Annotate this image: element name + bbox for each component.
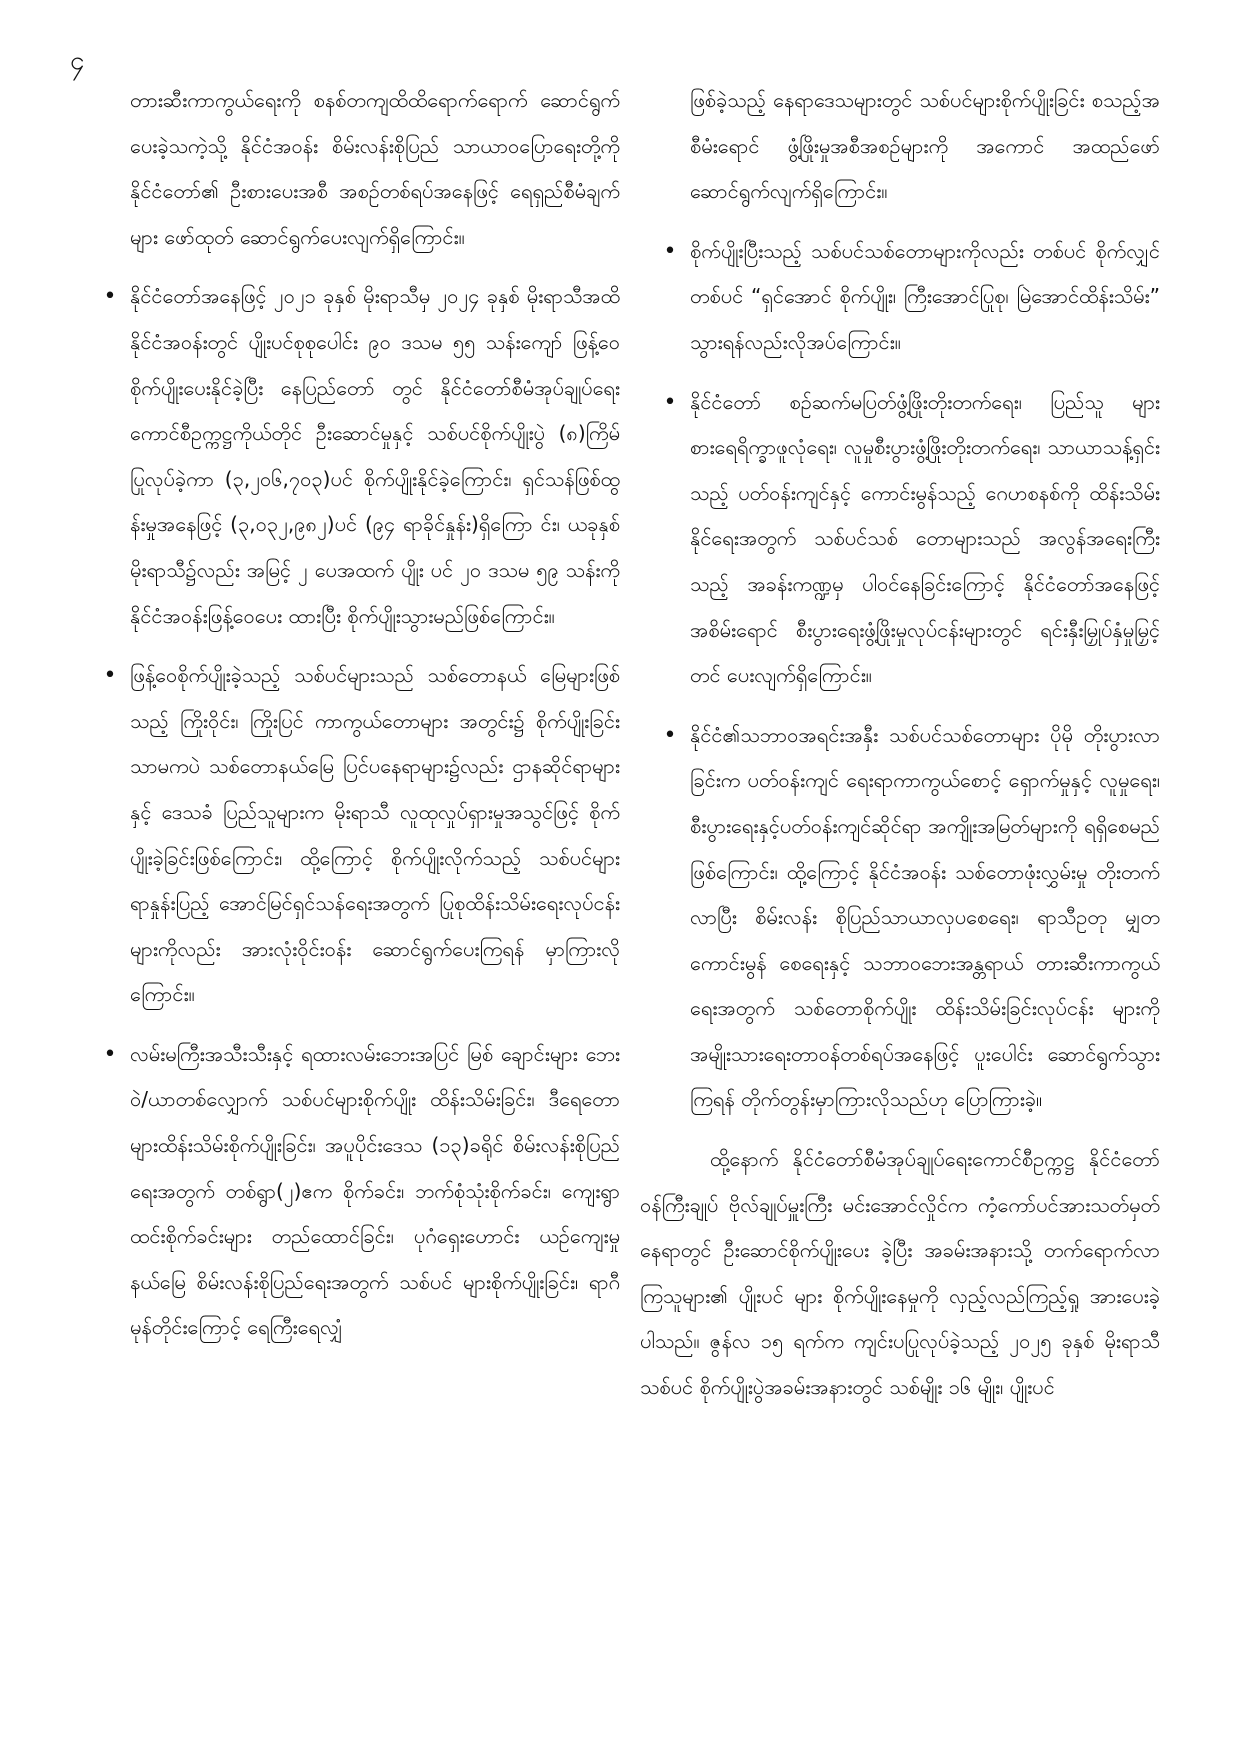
- right-bullet-text: နိုင်ငံ၏သဘာဝအရင်းအနှီး သစ်ပင်သစ်တောများ ပိုမို တိုးပွားလာခြင်းက ပတ်ဝန်းကျင် ရေးရာကာကွယ်စောင့် ရှောက်မှုနှင့် လူမှုရေး၊ စီးပွားရေးနှင့်ပတ်ဝန်းကျင်ဆိုင်ရာ အကျိုးအမြတ်များကို ရရှိစေမည်ဖြစ်ကြောင်း၊ ထို့ကြောင့် နိုင်ငံအဝန်း သစ်တောဖုံးလွှမ်းမှု တိုးတက်လာပြီး စိမ်းလန်း စိုပြည်သာယာလှပစေရေး၊ ရာသီဥတု မျှတကောင်းမွန် စေရေးနှင့် သဘာဝဘေးအန္တရာယ် တားဆီးကာကွယ် ရေးအတွက် သစ်တောစိုက်ပျိုး ထိန်းသိမ်းခြင်းလုပ်ငန်း များကို အမျိုးသားရေးတာဝန်တစ်ရပ်အနေဖြင့် ပူးပေါင်း ဆောင်ရွက်သွားကြရန် တိုက်တွန်းမှာကြားလိုသည်ဟု ပြောကြားခဲ့။: [690, 722, 1160, 1112]
- right-bullet-item: [660, 229, 1160, 366]
- left-bullet-item: [100, 274, 620, 639]
- left-bullet-text: လမ်းမကြီးအသီးသီးနှင့် ရထားလမ်းဘေးအပြင် မြစ် ချောင်းများ ဘေးဝဲ/ယာတစ်လျှောက် သစ်ပင်များစိုက်ပျိုး ထိန်းသိမ်းခြင်း၊ ဒီရေတောများထိန်းသိမ်းစိုက်ပျိုးခြင်း၊ အပူပိုင်းဒေသ (၁၃)ခရိုင် စိမ်းလန်းစိုပြည်ရေးအတွက် တစ်ရွာ(၂)ဧက စိုက်ခင်း၊ ဘက်စုံသုံးစိုက်ခင်း၊ ကျေးရွာ ထင်းစိုက်ခင်းများ တည်ထောင်ခြင်း၊ ပုဂံရှေးဟောင်း ယဉ်ကျေးမှုနယ်မြေ စိမ်းလန်းစိုပြည်ရေးအတွက် သစ်ပင် များစိုက်ပျိုးခြင်း၊ ရာဂီမုန်တိုင်းကြောင့် ရေကြီးရေလျှံ: [130, 1041, 620, 1340]
- left-bullet-item: [100, 1032, 620, 1351]
- left-continuation-paragraph: တားဆီးကာကွယ်ရေးကို စနစ်တကျထိထိရောက်ရောက် ဆောင်ရွက်ပေးခဲ့သကဲ့သို့ နိုင်ငံအဝန်း စိမ်းလန်းစိုပြည် သာယာဝပြောရေးတို့ကို နိုင်ငံတော်၏ ဦးစားပေးအစီ အစဉ်တစ်ရပ်အနေဖြင့် ရေရှည်စီမံချက်များ ဖော်ထုတ် ဆောင်ရွက်ပေးလျက်ရှိကြောင်း။: [130, 88, 620, 249]
- bullet-icon: •: [663, 389, 677, 415]
- right-bullet-item: [660, 713, 1160, 1123]
- left-bullet-item: [100, 653, 620, 1018]
- left-column: [100, 78, 620, 1365]
- bullet-icon: •: [663, 722, 677, 748]
- bullet-icon: •: [103, 1041, 117, 1067]
- right-bullet-item: [660, 380, 1160, 699]
- bullet-icon: •: [663, 238, 677, 264]
- right-column: [640, 78, 1160, 1425]
- right-bullet-text: စိုက်ပျိုးပြီးသည့် သစ်ပင်သစ်တောများကိုလည်း တစ်ပင် စိုက်လျှင် တစ်ပင် “ရှင်အောင် စိုက်ပျိုး၊ ကြီးအောင်ပြုစု၊ မြဲအောင်ထိန်းသိမ်း” သွားရန်လည်းလိုအပ်ကြောင်း။: [690, 238, 1160, 354]
- bullet-icon: •: [103, 284, 117, 310]
- left-bullet-text: ဖြန့်ဝေစိုက်ပျိုးခဲ့သည့် သစ်ပင်များသည် သစ်တောနယ် မြေများဖြစ်သည့် ကြိုးဝိုင်း၊ ကြိုးပြင် ကာကွယ်တောများ အတွင်း၌ စိုက်ပျိုးခြင်းသာမကပဲ သစ်တောနယ်မြေ ပြင်ပနေရာများ၌လည်း ဌာနဆိုင်ရာများနှင့် ဒေသခံ ပြည်သူများက မိုးရာသီ လူထုလှုပ်ရှားမှုအသွင်ဖြင့် စိုက် ပျိုးခဲ့ခြင်းဖြစ်ကြောင်း၊ ထို့ကြောင့် စိုက်ပျိုးလိုက်သည့် သစ်ပင်များ ရာနှုန်းပြည့် အောင်မြင်ရှင်သန်ရေးအတွက် ပြုစုထိန်းသိမ်းရေးလုပ်ငန်းများကိုလည်း အားလုံးဝိုင်းဝန်း ဆောင်ရွက်ပေးကြရန် မှာကြားလိုကြောင်း။: [130, 663, 620, 1007]
- left-bullet-text: နိုင်ငံတော်အနေဖြင့် ၂၀၂၁ ခုနှစ် မိုးရာသီမှ ၂၀၂၄ ခုနှစ် မိုးရာသီအထိ နိုင်ငံအဝန်းတွင် ပျိုးပင်စုစုပေါင်း ၉၀ ဒသမ ၅၅ သန်းကျော် ဖြန့်ဝေစိုက်ပျိုးပေးနိုင်ခဲ့ပြီး နေပြည်တော် တွင် နိုင်ငံတော်စီမံအုပ်ချုပ်ရေးကောင်စီဥက္ကဋ္ဌကိုယ်တိုင် ဦးဆောင်မှုနှင့် သစ်ပင်စိုက်ပျိုးပွဲ (၈)ကြိမ် ပြုလုပ်ခဲ့ကာ (၃,၂၀၆,၇၀၃)ပင် စိုက်ပျိုးနိုင်ခဲ့ကြောင်း၊ ရှင်သန်ဖြစ်ထွ န်းမှုအနေဖြင့် (၃,၀၃၂,၉၈၂)ပင် (၉၄ ရာခိုင်နှုန်း)ရှိကြော င်း၊ ယခုနှစ်မိုးရာသီ၌လည်း အမြင့် ၂ ပေအထက် ပျိုး ပင် ၂၀ ဒသမ ၅၉ သန်းကို နိုင်ငံအဝန်းဖြန့်ဝေပေး ထားပြီး စိုက်ပျိုးသွားမည်ဖြစ်ကြောင်း။: [130, 284, 620, 628]
- right-continuation-paragraph: ဖြစ်ခဲ့သည့် နေရာဒေသများတွင် သစ်ပင်များစိုက်ပျိုးခြင်း စသည့်အစီမံးရောင် ဖွံ့ဖြိုးမှုအစီအစဉ်များကို အကောင် အထည်ဖော် ဆောင်ရွက်လျက်ရှိကြောင်း။: [690, 88, 1160, 204]
- bullet-icon: •: [103, 663, 117, 689]
- page-number: ၄: [70, 46, 85, 76]
- right-bullet-text: နိုင်ငံတော် စဉ်ဆက်မပြတ်ဖွံ့ဖြိုးတိုးတက်ရေး၊ ပြည်သူ များစားရေရိက္ခာဖူလုံရေး၊ လူမှုစီးပွားဖွံ့ဖြိုးတိုးတက်ရေး၊ သာယာသန့်ရှင်းသည့် ပတ်ဝန်းကျင်နှင့် ကောင်းမွန်သည့် ဂေဟစနစ်ကို ထိန်းသိမ်းနိုင်ရေးအတွက် သစ်ပင်သစ် တောများသည် အလွန်အရေးကြီးသည့် အခန်းကဏ္ဍမှ ပါဝင်နေခြင်းကြောင့် နိုင်ငံတော်အနေဖြင့် အစိမ်းရောင် စီးပွားရေးဖွံ့ဖြိုးမှုလုပ်ငန်းများတွင် ရင်းနှီးမြှုပ်နှံမှုမြှင့်တင် ပေးလျက်ရှိကြောင်း။: [690, 389, 1160, 688]
- closing-paragraph: ထို့နောက် နိုင်ငံတော်စီမံအုပ်ချုပ်ရေးကောင်စီဥက္ကဋ္ဌ နိုင်ငံတော်ဝန်ကြီးချုပ် ဗိုလ်ချုပ်မှူးကြီး မင်းအောင်လှိုင်က ကံ့ကော်ပင်အားသတ်မှတ်နေရာတွင် ဦးဆောင်စိုက်ပျိုးပေး ခဲ့ပြီး အခမ်းအနားသို့ တက်ရောက်လာကြသူများ၏ ပျိုးပင် များ စိုက်ပျိုးနေမှုကို လှည့်လည်ကြည့်ရှု အားပေးခဲ့ပါသည်။ ဇွန်လ ၁၅ ရက်က ကျင်းပပြုလုပ်ခဲ့သည့် ၂၀၂၅ ခုနှစ် မိုးရာသီ သစ်ပင် စိုက်ပျိုးပွဲအခမ်းအနားတွင် သစ်မျိုး ၁၆ မျိုး၊ ပျိုးပင်: [640, 1147, 1160, 1400]
